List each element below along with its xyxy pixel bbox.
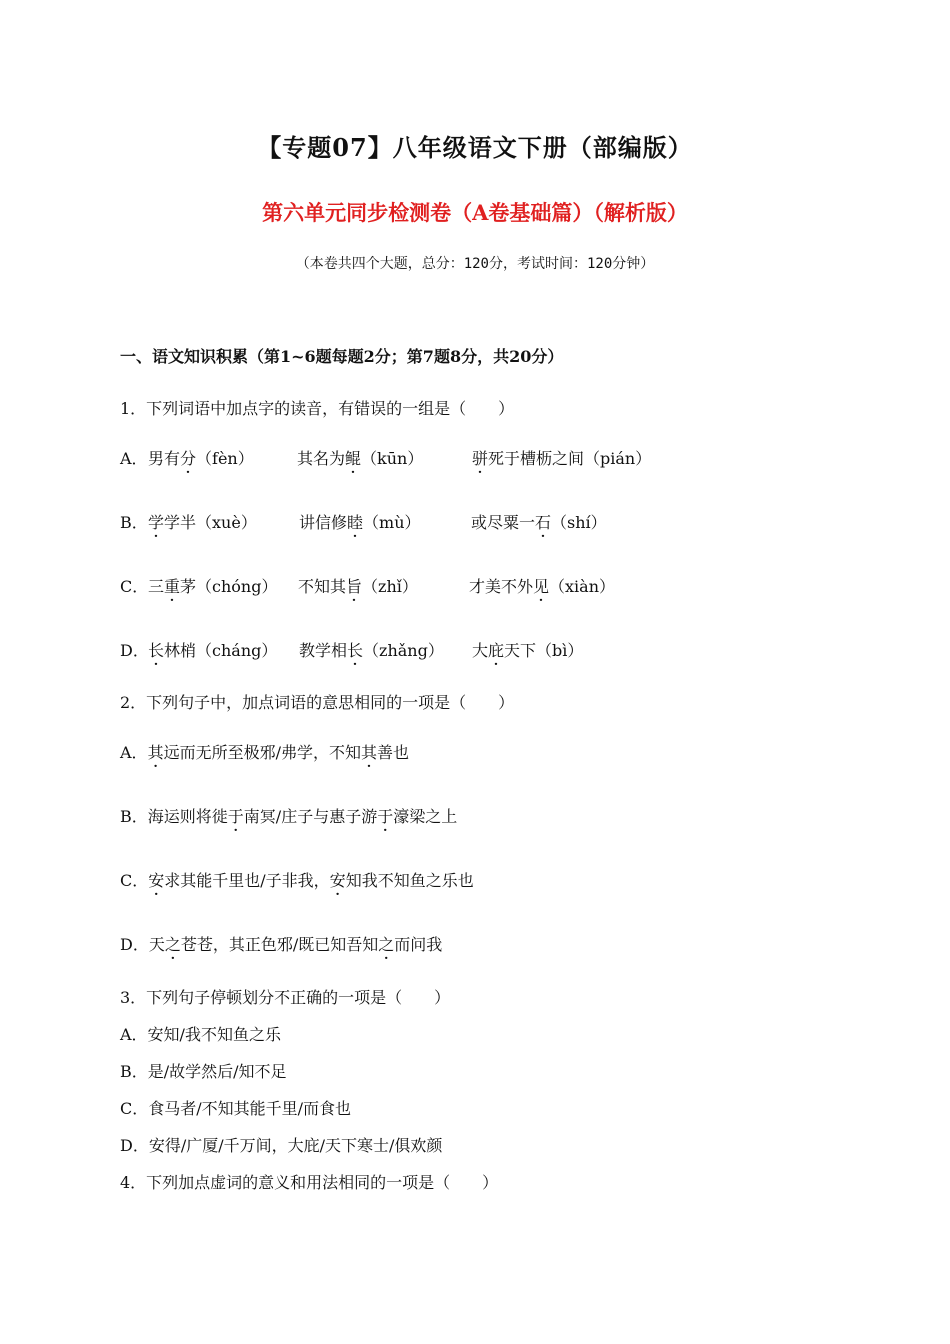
- document-title: 【专题07】八年级语文下册（部编版）: [257, 133, 693, 162]
- option-cell: 长林梢（cháng）: [148, 641, 278, 660]
- question-2-option-b: B．海运则将徙于南冥/庄子与惠子游于濠梁之上: [120, 807, 458, 826]
- option-cell: 教学相长（zhǎng）: [299, 641, 444, 660]
- option-label: B．: [120, 513, 148, 532]
- question-3-option-b: B．是/故学然后/知不足: [120, 1062, 287, 1081]
- option-cell: 讲信修睦（mù）: [299, 513, 421, 532]
- question-2-option-d: D．天之苍苍，其正色邪/既已知吾知之而问我: [120, 935, 443, 954]
- option-cell: 男有分（fèn）: [148, 449, 254, 468]
- exam-info-note: （本卷共四个大题，总分：120分，考试时间：120分钟）: [295, 256, 655, 272]
- question-2-option-c: C．安求其能千里也/子非我，安知我不知鱼之乐也: [120, 871, 474, 890]
- option-cell: 学学半（xuè）: [148, 513, 257, 532]
- document-subtitle: 第六单元同步检测卷（A卷基础篇）（解析版）: [262, 200, 688, 225]
- question-3-option-c: C．食马者/不知其能千里/而食也: [120, 1099, 352, 1118]
- section-heading: 一、语文知识积累（第1~6题每题2分；第7题8分，共20分）: [120, 347, 564, 366]
- option-cell: 才美不外见（xiàn）: [469, 577, 616, 596]
- option-cell: 三重茅（chóng）: [148, 577, 278, 596]
- option-cell: 骈死于槽枥之间（pián）: [472, 449, 652, 468]
- option-label: D．: [120, 641, 149, 660]
- option-label: C．: [120, 577, 149, 596]
- question-3-option-d: D．安得/广厦/千万间，大庇/天下寒士/俱欢颜: [120, 1136, 443, 1155]
- option-cell: 其名为鲲（kūn）: [297, 449, 424, 468]
- option-cell: 大庇天下（bì）: [472, 641, 584, 660]
- question-4-stem: 4．下列加点虚词的意义和用法相同的一项是（ ）: [120, 1173, 499, 1192]
- question-2-stem: 2．下列句子中，加点词语的意思相同的一项是（ ）: [120, 693, 515, 712]
- option-cell: 不知其旨（zhǐ）: [298, 577, 418, 596]
- question-1-stem: 1．下列词语中加点字的读音，有错误的一组是（ ）: [120, 399, 515, 418]
- option-cell: 或尽粟一石（shí）: [471, 513, 607, 532]
- option-label: A．: [120, 449, 148, 468]
- question-2-option-a: A．其远而无所至极邪/弗学，不知其善也: [120, 743, 410, 762]
- question-3-stem: 3．下列句子停顿划分不正确的一项是（ ）: [120, 988, 451, 1007]
- question-3-option-a: A．安知/我不知鱼之乐: [120, 1025, 281, 1044]
